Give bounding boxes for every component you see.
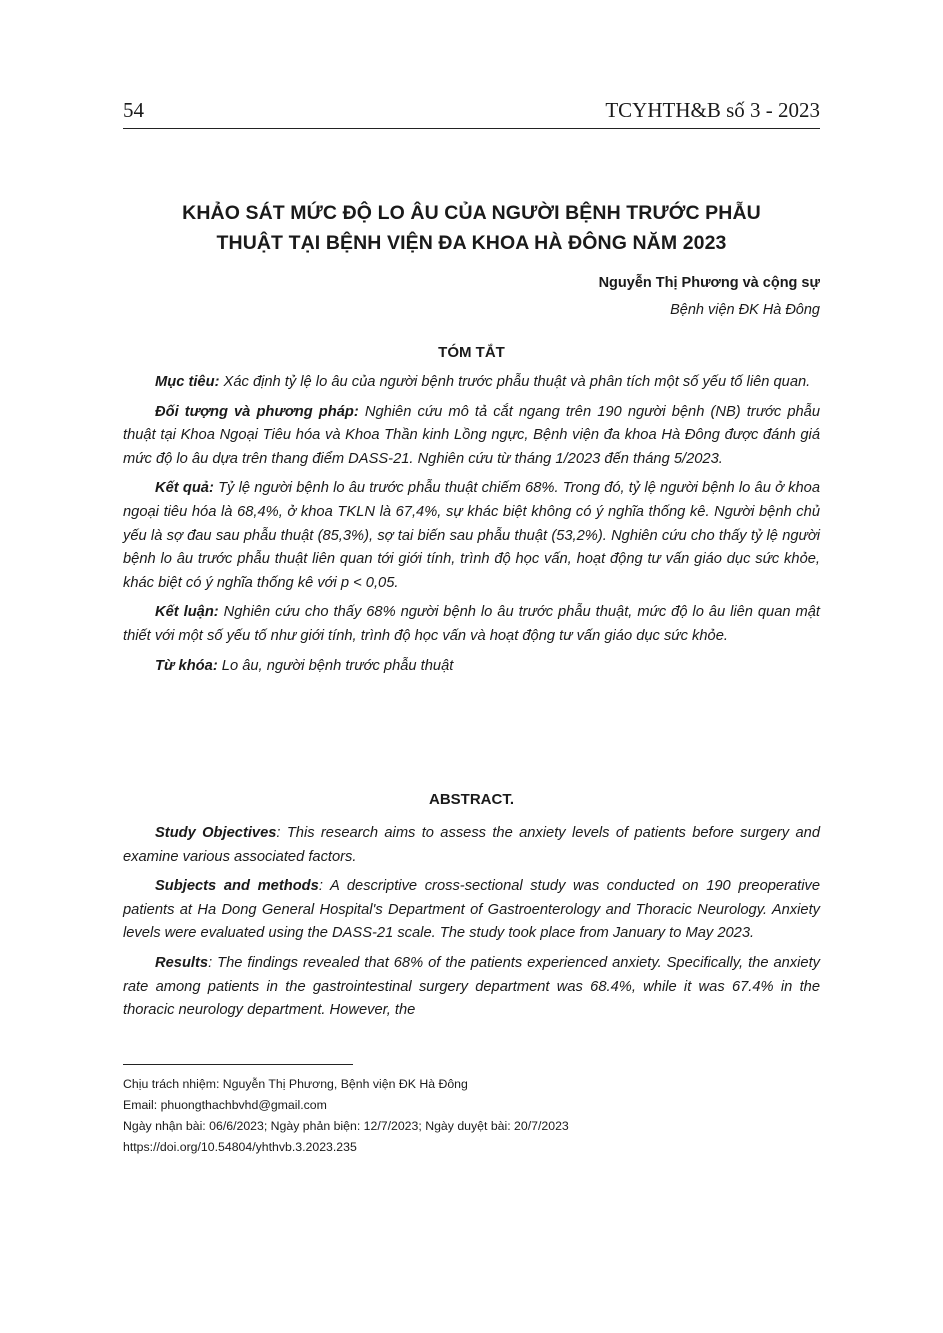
running-header bbox=[123, 96, 820, 124]
journal-issue: TCYHTH&B số 3 - 2023 bbox=[605, 98, 820, 122]
footnote-email: Email: phuongthachbvhd@gmail.com bbox=[123, 1098, 327, 1112]
author-line: Nguyễn Thị Phương và cộng sự bbox=[598, 275, 820, 291]
vn-results-paragraph bbox=[123, 477, 820, 595]
footnotes bbox=[123, 1074, 820, 1158]
vn-objective-text: Xác định tỷ lệ lo âu của người bệnh trước phẫu thuật và phân tích một số yếu tố liên quan. bbox=[219, 374, 811, 390]
en-abstract bbox=[123, 822, 820, 1029]
en-abstract-heading: ABSTRACT. bbox=[429, 791, 514, 808]
vn-methods-label: Đối tượng và phương pháp: bbox=[155, 403, 359, 420]
header-divider bbox=[123, 128, 820, 129]
page-number: 54 bbox=[123, 98, 144, 122]
en-methods-label: Subjects and methods bbox=[155, 878, 319, 895]
en-results-paragraph bbox=[123, 952, 820, 1023]
affiliation-line: Bệnh viện ĐK Hà Đông bbox=[670, 302, 820, 318]
vn-abstract bbox=[123, 371, 820, 684]
vn-conclusion-paragraph bbox=[123, 601, 820, 648]
vn-results-label: Kết quả: bbox=[155, 480, 214, 497]
footnote-dates: Ngày nhận bài: 06/6/2023; Ngày phản biện: 12/7/2023; Ngày duyệt bài: 20/7/2023 bbox=[123, 1119, 569, 1133]
vn-abstract-heading: TÓM TẮT bbox=[438, 344, 505, 361]
vn-conclusion-label: Kết luận: bbox=[155, 604, 219, 621]
footnote-divider bbox=[123, 1064, 353, 1065]
vn-objective-paragraph bbox=[123, 371, 820, 395]
en-methods-text: : A descriptive cross-sectional study was conducted on 190 preoperative patients at Ha Dong General Hospital's Department of Gastroenterology and Thoracic Neurology. Anxiety levels were evaluated using the DASS-21 scale. The study took place from January to May 2023. bbox=[123, 878, 820, 942]
footnote-responsible: Chịu trách nhiệm: Nguyễn Thị Phương, Bệnh viện ĐK Hà Đông bbox=[123, 1077, 468, 1091]
en-results-label: Results bbox=[155, 954, 209, 971]
en-results-text: : The findings revealed that 68% of the patients experienced anxiety. Specifically, the anxiety rate among patients in the gastrointestinal surgery department was 68.4%, while it was 67.4% in the thoracic neurology department. However, the bbox=[123, 954, 820, 1019]
en-objective-text: : This research aims to assess the anxiety levels of patients before surgery and examine various associated factors. bbox=[123, 825, 820, 865]
title-line-1: KHẢO SÁT MỨC ĐỘ LO ÂU CỦA NGƯỜI BỆNH TRƯỚC PHẪU bbox=[182, 202, 761, 224]
en-methods-paragraph bbox=[123, 875, 820, 946]
vn-methods-paragraph bbox=[123, 401, 820, 472]
vn-keywords-label: Từ khóa: bbox=[155, 657, 218, 674]
vn-keywords-paragraph bbox=[123, 655, 820, 679]
en-objective-label: Study Objectives bbox=[155, 825, 277, 841]
vn-results-text: Tỷ lệ người bệnh lo âu trước phẫu thuật chiếm 68%. Trong đó, tỷ lệ người bệnh lo âu ở khoa ngoại tiêu hóa là 68,4%, ở khoa TKLN là 67,4%, sự khác biệt không có ý nghĩa thống kê. Người bệnh chủ yếu là sợ đau sau phẫu thuật (85,3%), sợ tai biến sau phẫu thuật (53,2%). Nghiên cứu cho thấy tỷ lệ người bệnh lo âu trước phẫu thuật liên quan tới giới tính, trình độ học vấn, hoạt động tư vấn giáo dục sức khỏe, khác biệt có ý nghĩa thống kê với p < 0,05. bbox=[123, 480, 820, 591]
en-objective-paragraph bbox=[123, 822, 820, 869]
footnote-doi[interactable]: https://doi.org/10.54804/yhthvb.3.2023.235 bbox=[123, 1140, 357, 1154]
article-title bbox=[123, 198, 820, 258]
vn-methods-text: Nghiên cứu mô tả cắt ngang trên 190 người bệnh (NB) trước phẫu thuật tại Khoa Ngoại Tiêu hóa và Khoa Thần kinh Lồng ngực, Bệnh viện đa khoa Hà Đông được đánh giá mức độ lo âu dựa trên thang điểm DASS-21. Nghiên cứu từ tháng 1/2023 đến tháng 5/2023. bbox=[123, 403, 820, 467]
title-line-2: THUẬT TẠI BỆNH VIỆN ĐA KHOA HÀ ĐÔNG NĂM 2023 bbox=[216, 232, 727, 254]
vn-conclusion-text: Nghiên cứu cho thấy 68% người bệnh lo âu trước phẫu thuật, mức độ lo âu liên quan mật thiết với một số yếu tố như giới tính, trình độ học vấn và hoạt động tư vấn giáo dục sức khỏe. bbox=[123, 604, 820, 644]
vn-keywords-text: Lo âu, người bệnh trước phẫu thuật bbox=[217, 657, 454, 674]
vn-objective-label: Mục tiêu: bbox=[155, 374, 220, 390]
